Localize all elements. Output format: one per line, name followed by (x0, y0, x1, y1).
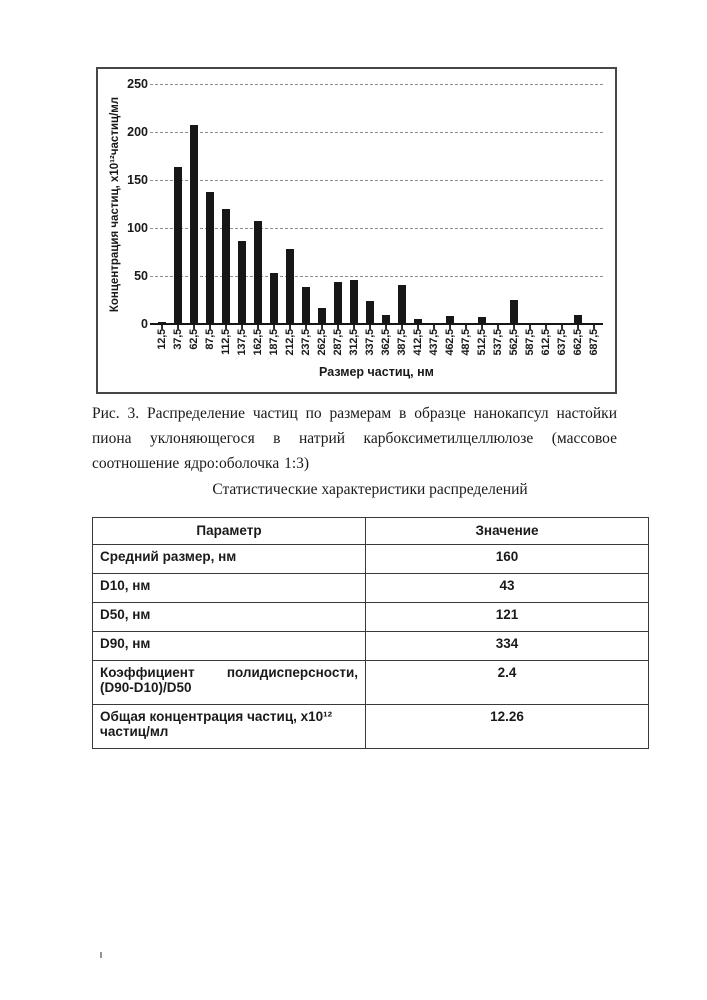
x-tick-label: 262,5 (316, 329, 328, 356)
header-parameter: Параметр (93, 518, 366, 545)
bar (510, 300, 518, 324)
value-cell: 121 (366, 603, 649, 632)
y-axis-title: Концентрация частиц, х10¹²частиц/мл (109, 96, 121, 313)
x-axis-line (150, 323, 603, 326)
bar (206, 192, 214, 324)
table-row (93, 574, 649, 603)
chart-plot-area (98, 69, 615, 392)
param-cell: D90, нм (93, 632, 366, 661)
header-value: Значение (366, 518, 649, 545)
bar (254, 221, 262, 324)
bar (158, 322, 166, 324)
bar (174, 167, 182, 324)
y-gridline (150, 84, 603, 85)
x-tick-label: 637,5 (556, 329, 568, 356)
x-tick-label: 137,5 (236, 329, 248, 356)
scan-artifact (100, 952, 102, 958)
param-cell: Коэффициент полидисперсности, (D90-D10)/D50 (93, 661, 366, 705)
value-cell: 160 (366, 545, 649, 574)
bar (350, 280, 358, 324)
bar (574, 315, 582, 324)
x-tick-label: 12,5 (156, 329, 168, 350)
y-tick-label: 50 (134, 269, 148, 283)
y-tick-label: 250 (127, 77, 148, 91)
x-tick-label: 287,5 (332, 329, 344, 356)
x-tick-label: 87,5 (204, 329, 216, 350)
y-gridline (150, 228, 603, 229)
value-cell: 334 (366, 632, 649, 661)
y-tick-label: 0 (141, 317, 148, 331)
x-tick-label: 112,5 (220, 329, 232, 355)
bar (286, 249, 294, 324)
x-tick-label: 162,5 (252, 329, 264, 356)
bar (398, 285, 406, 324)
y-gridline (150, 276, 603, 277)
x-tick-label: 437,5 (428, 329, 440, 356)
x-tick-label: 212,5 (284, 329, 296, 356)
table-row (93, 705, 649, 749)
figure-caption (92, 401, 617, 476)
param-cell: Средний размер, нм (93, 545, 366, 574)
bar (302, 287, 310, 324)
x-tick-label: 187,5 (268, 329, 280, 356)
x-tick-label: 562,5 (508, 329, 520, 356)
x-tick-label: 612,5 (540, 329, 552, 356)
x-tick-label: 237,5 (300, 329, 312, 356)
table-title: Статистические характеристики распределений (212, 481, 528, 498)
x-tick-label: 387,5 (396, 329, 408, 356)
bar (270, 273, 278, 324)
statistics-table (92, 517, 649, 749)
x-axis-title: Размер частиц, нм (319, 365, 434, 379)
bar (478, 317, 486, 324)
bar (318, 308, 326, 324)
bar (446, 316, 454, 324)
x-tick-label: 37,5 (172, 329, 184, 350)
table-header-row (93, 518, 649, 545)
bar (414, 319, 422, 324)
bar (366, 301, 374, 324)
bar (334, 282, 342, 324)
param-cell: Общая концентрация частиц, х10¹² частиц/мл (93, 705, 366, 749)
param-cell: D10, нм (93, 574, 366, 603)
x-tick-label: 362,5 (380, 329, 392, 356)
table-row (93, 545, 649, 574)
x-tick-label: 662,5 (572, 329, 584, 356)
bar (382, 315, 390, 324)
x-tick-label: 537,5 (492, 329, 504, 356)
bar (222, 209, 230, 324)
bar (190, 125, 198, 324)
y-tick-label: 100 (127, 221, 148, 235)
x-tick-label: 62,5 (188, 329, 200, 350)
caption-line: пиона уклоняющегося в натрий карбоксиметилцеллюлозе (массовое (92, 430, 617, 447)
table-row (93, 632, 649, 661)
value-cell: 2.4 (366, 661, 649, 705)
x-tick-label: 587,5 (524, 329, 536, 356)
x-tick-label: 337,5 (364, 329, 376, 356)
param-cell: D50, нм (93, 603, 366, 632)
x-tick-label: 687,5 (588, 329, 600, 356)
bar (238, 241, 246, 324)
x-tick-label: 412,5 (412, 329, 424, 356)
y-tick-label: 200 (127, 125, 148, 139)
table-row (93, 661, 649, 705)
y-gridline (150, 132, 603, 133)
table-row (93, 603, 649, 632)
x-tick-label: 512,5 (476, 329, 488, 356)
x-tick-label: 487,5 (460, 329, 472, 356)
x-tick-label: 462,5 (444, 329, 456, 356)
y-tick-label: 150 (127, 173, 148, 187)
caption-line: Рис. 3. Распределение частиц по размерам в образце нанокапсул настойки (92, 405, 617, 422)
figure-3-bar-chart (96, 67, 617, 394)
caption-line: соотношение ядро:оболочка 1:3) (92, 455, 310, 472)
y-gridline (150, 180, 603, 181)
value-cell: 12.26 (366, 705, 649, 749)
x-tick-label: 312,5 (348, 329, 360, 356)
value-cell: 43 (366, 574, 649, 603)
